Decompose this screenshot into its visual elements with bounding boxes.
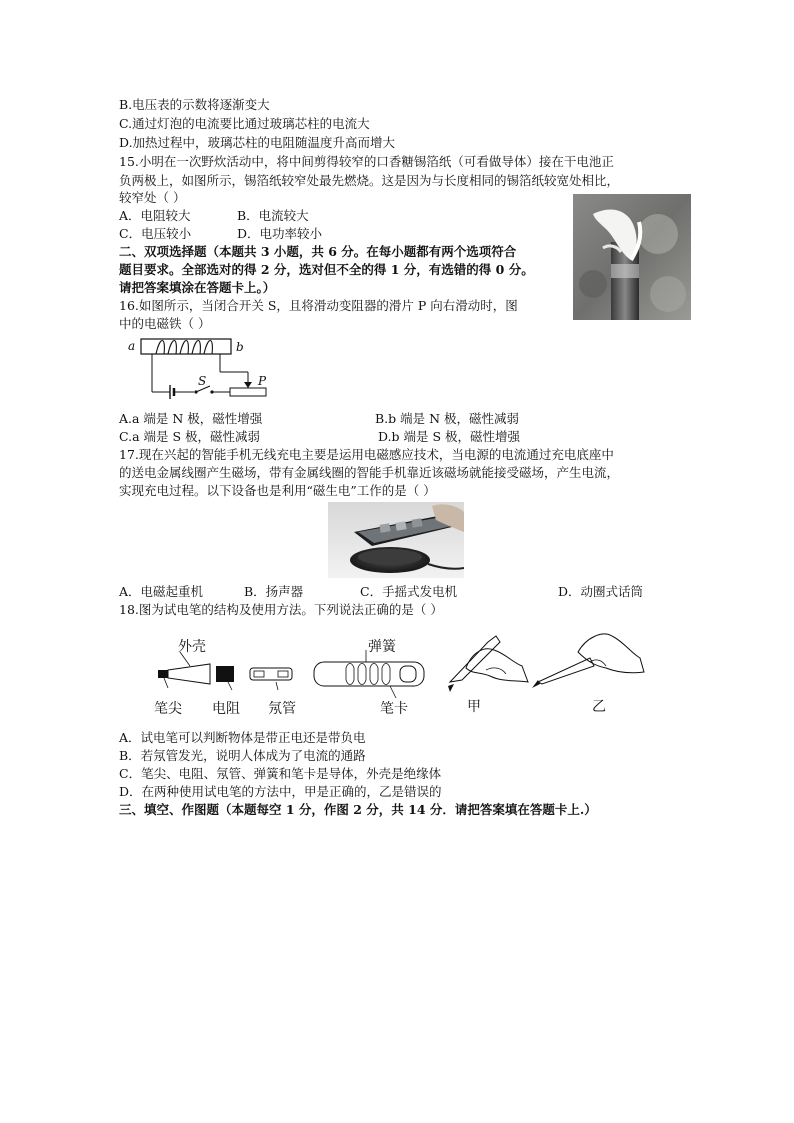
test-pen-diagram [150,622,650,722]
diagram-label-a: a [128,339,136,353]
diagram-label-p: P [258,374,267,388]
q15-stem-line3: 较窄处（ ） [119,190,186,205]
section2-heading-line2: 题目要求。全部选对的得 2 分，选对但不全的得 1 分，有选错的得 0 分。 [119,262,534,277]
q18-option-d: D．在两种使用试电笔的方法中，甲是正确的，乙是错误的 [119,784,442,799]
label-clip: 笔卡 [380,701,408,717]
q18-option-a: A．试电笔可以判断物体是带正电还是带负电 [119,730,366,745]
q15-option-b: B．电流较大 [237,208,309,223]
section2-heading-line3: 请把答案填涂在答题卡上。） [119,280,276,295]
q15-stem-line1: 15.小明在一次野炊活动中，将中间剪得较窄的口香糖锡箔纸（可看做导体）接在干电池正 [119,154,614,169]
label-spring: 弹簧 [368,639,396,655]
q15-option-d: D．电功率较小 [237,226,323,241]
tinfoil-battery-photo [573,194,691,320]
diagram-label-s: S [198,374,207,388]
q17-option-c: C．手摇式发电机 [360,584,458,599]
wireless-charging-photo [328,502,464,578]
label-jia: 甲 [467,699,481,715]
q18-option-c: C．笔尖、电阻、氖管、弹簧和笔卡是导体，外壳是绝缘体 [119,766,442,781]
label-neon-tube: 氖管 [268,701,296,717]
label-tip: 笔尖 [154,701,182,717]
q16-stem-line1: 16.如图所示，当闭合开关 S，且将滑动变阻器的滑片 P 向右滑动时，图 [119,298,518,313]
q16-option-b: B.b 端是 N 极，磁性减弱 [375,411,520,426]
q17-stem-line2: 的送电金属线圈产生磁场，带有金属线圈的智能手机靠近该磁场就能接受磁场，产生电流， [119,465,620,480]
diagram-label-b: b [236,340,244,354]
section2-heading-line1: 二、双项选择题（本题共 3 小题，共 6 分。在每小题都有两个选项符合 [119,244,517,259]
q14-option-b: B.电压表的示数将逐渐变大 [119,97,270,112]
label-yi: 乙 [592,699,606,715]
q17-stem-line3: 实现充电过程。以下设备也是利用“磁生电”工作的是（ ） [119,483,436,498]
q15-option-a: A．电阻较大 [119,208,191,223]
section3-heading: 三、填空、作图题（本题每空 1 分，作图 2 分，共 14 分．请把答案填在答题卡上.） [119,802,597,817]
label-shell: 外壳 [178,639,206,655]
q15-option-c: C．电压较小 [119,226,192,241]
q16-stem-line2: 中的电磁铁（ ） [119,316,211,331]
label-resistor: 电阻 [212,701,240,717]
q18-option-b: B．若氖管发光，说明人体成为了电流的通路 [119,748,366,763]
q17-option-a: A．电磁起重机 [119,584,204,599]
q16-option-d: D.b 端是 S 极，磁性增强 [378,429,521,444]
q17-option-d: D．动圈式话筒 [558,584,644,599]
q18-stem: 18.图为试电笔的结构及使用方法。下列说法正确的是（ ） [119,602,443,617]
electromagnet-circuit-diagram [126,334,286,404]
q14-option-c: C.通过灯泡的电流要比通过玻璃芯柱的电流大 [119,116,370,131]
q14-option-d: D.加热过程中，玻璃芯柱的电阻随温度升高而增大 [119,135,396,150]
q17-stem-line1: 17.现在兴起的智能手机无线充电主要是运用电磁感应技术，当电源的电流通过充电底座中 [119,447,614,462]
q15-stem-line2: 负两极上，如图所示，锡箔纸较窄处最先燃烧。这是因为与长度相同的锡箔纸较宽处相比， [119,173,620,188]
q16-option-a: A.a 端是 N 极，磁性增强 [119,411,263,426]
q17-option-b: B．扬声器 [244,584,304,599]
q16-option-c: C.a 端是 S 极，磁性减弱 [119,429,261,444]
